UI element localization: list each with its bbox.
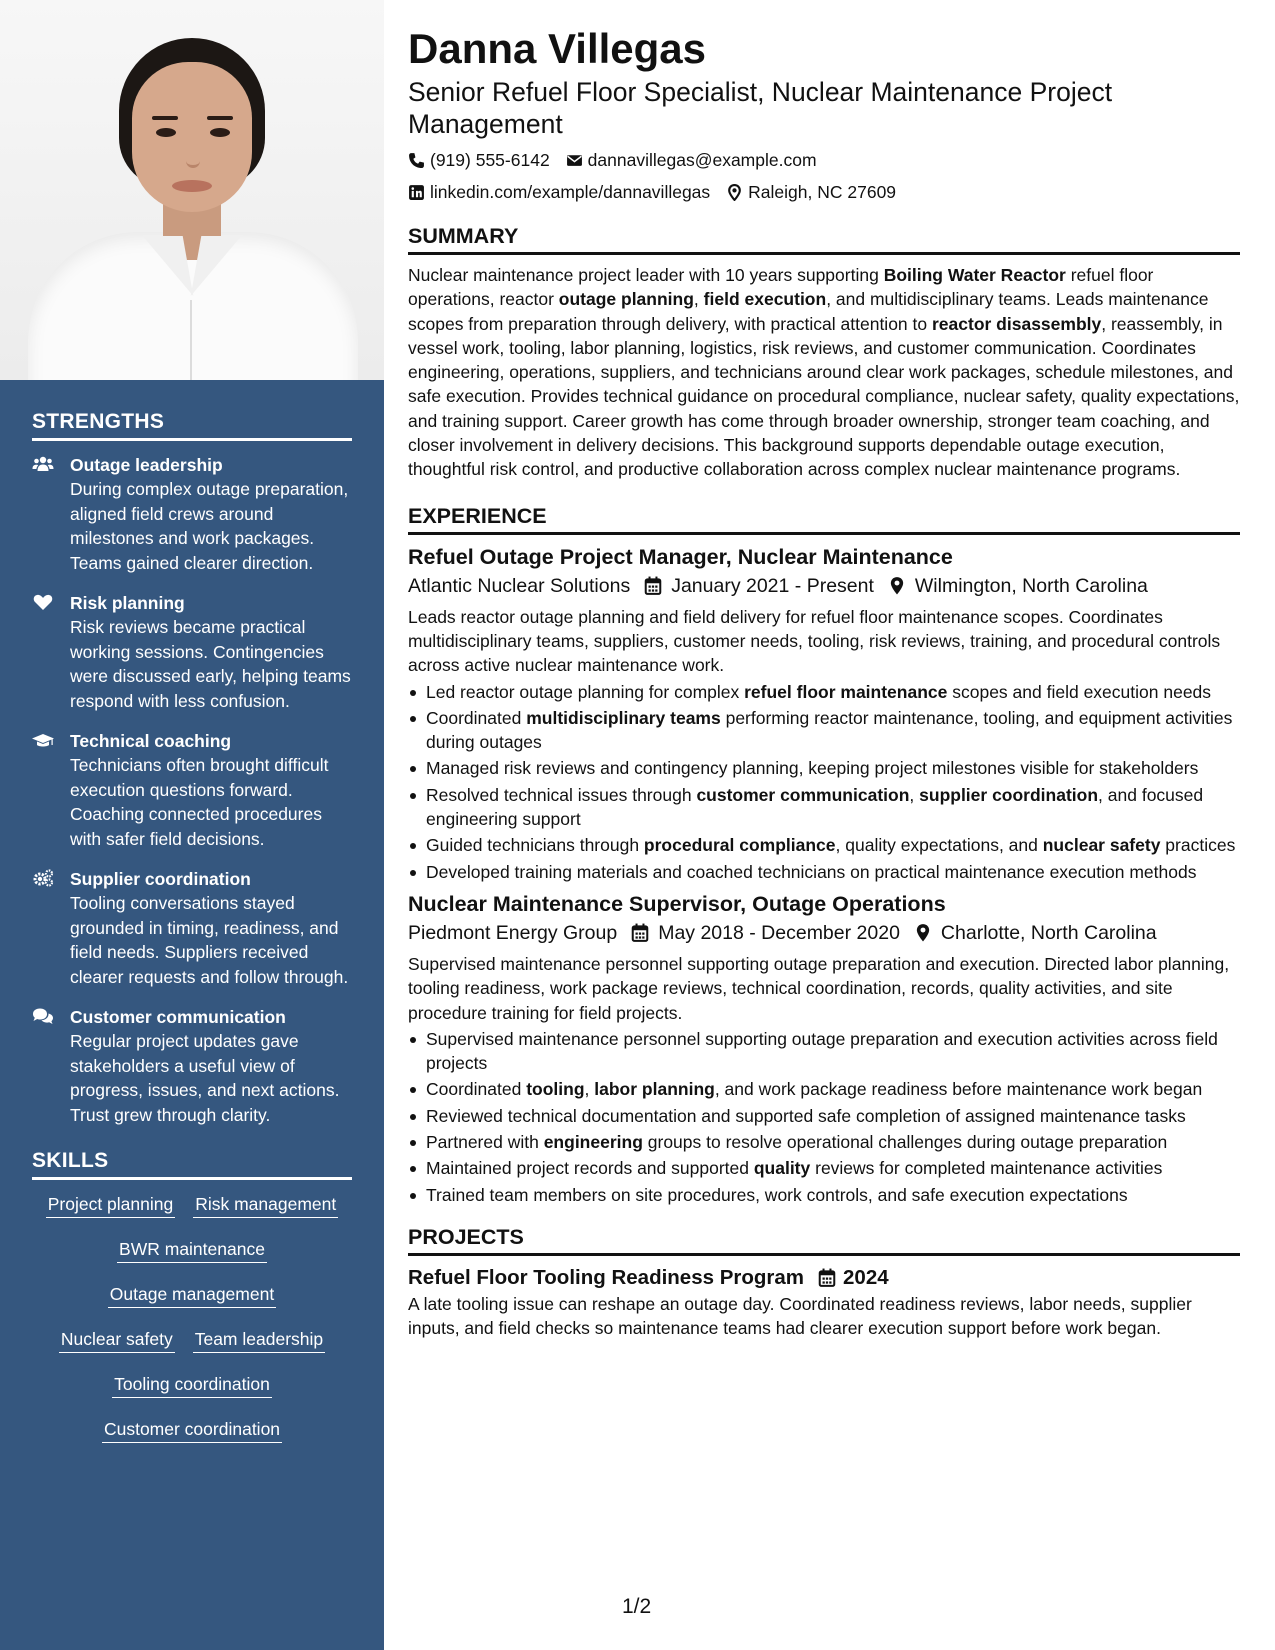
summary-heading: SUMMARY — [408, 222, 1240, 255]
map-pin-icon — [900, 923, 941, 942]
skills-list — [32, 1192, 352, 1462]
job-dates: May 2018 - December 2020 — [658, 921, 900, 944]
strength-description: During complex outage preparation, aligned field crews around milestones and work packages. Teams gained clearer direction. — [70, 479, 349, 573]
project-entry — [408, 1264, 1240, 1341]
job-description: Supervised maintenance personnel supporting outage preparation and execution. Directed labor planning, tooling readiness, work package reviews, technical coordination, records, quality activities, and site procedure training for field projects. — [408, 953, 1230, 1023]
skill-tag: Nuclear safety — [59, 1327, 175, 1353]
skills-row — [32, 1372, 352, 1417]
comments-icon — [32, 1005, 70, 1127]
job-meta — [408, 918, 1240, 948]
experience-heading: EXPERIENCE — [408, 502, 1240, 535]
bullet-item: Coordinated multidisciplinary teams performing reactor maintenance, tooling, and equipment activities during outages — [408, 706, 1240, 755]
linkedin-contact[interactable] — [408, 180, 710, 204]
candidate-title: Senior Refuel Floor Specialist, Nuclear Maintenance Project Management — [408, 77, 1113, 139]
experience-list — [408, 543, 1240, 1207]
summary-text: Nuclear maintenance project leader with 10 years supporting Boiling Water Reactor refuel floor operations, reactor outage planning, field execution, and multidisciplinary teams. Leads maintenance scopes from preparation through delivery, with practical attention to reactor disassembly, reassembly, in vessel work, tooling, labor planning, logistics, risk reviews, and customer communication. Coordinates engineering, operations, suppliers, and technicians around clear work packages, schedule milestones, and safe execution. Provides technical guidance on procedural compliance, nuclear safety, quality expectations, and training support. Career growth has come through broader ownership, stronger team coaching, and closer involvement in delivery decisions. This background supports dependable outage execution, thoughtful risk control, and productive collaboration across complex nuclear maintenance programs. — [408, 265, 1240, 480]
job-entry — [408, 890, 1240, 1207]
location-text: Raleigh, NC 27609 — [748, 182, 897, 202]
sidebar — [0, 0, 384, 1650]
email-contact[interactable] — [566, 148, 817, 172]
skill-tag: Customer coordination — [102, 1417, 282, 1443]
strength-title: Outage leadership — [70, 455, 223, 475]
bullet-item: Reviewed technical documentation and supported safe completion of assigned maintenance tasks — [408, 1104, 1240, 1128]
bullet-item: Supervised maintenance personnel supporting outage preparation and execution activities across field projects — [408, 1027, 1240, 1076]
job-bullets — [408, 1027, 1240, 1207]
bullet-item: Coordinated tooling, labor planning, and work package readiness before maintenance work began — [408, 1077, 1240, 1101]
phone-contact[interactable] — [408, 148, 550, 172]
calendar-icon — [804, 1268, 843, 1287]
calendar-icon — [630, 576, 671, 595]
location-contact — [726, 180, 896, 204]
strengths-list — [32, 453, 352, 1127]
strength-title: Technical coaching — [70, 731, 232, 751]
profile-photo — [0, 0, 384, 380]
phone-icon — [408, 152, 425, 169]
job-meta — [408, 571, 1240, 601]
heart-icon — [32, 591, 70, 713]
strength-title: Supplier coordination — [70, 869, 251, 889]
strength-description: Risk reviews became practical working sessions. Contingencies were discussed early, helping teams respond with less confusion. — [70, 617, 351, 711]
company-name: Piedmont Energy Group — [408, 921, 618, 944]
job-title: Refuel Outage Project Manager, Nuclear Maintenance — [408, 544, 953, 569]
contact-info — [408, 148, 1240, 212]
project-year: 2024 — [843, 1265, 889, 1289]
strength-item — [32, 1005, 352, 1127]
envelope-icon — [566, 152, 583, 169]
job-bullets — [408, 680, 1240, 884]
gears-icon — [32, 867, 70, 989]
map-pin-icon — [726, 184, 743, 201]
bullet-item: Trained team members on site procedures, work controls, and safe execution expectations — [408, 1183, 1240, 1207]
phone-text: (919) 555-6142 — [430, 150, 550, 170]
project-title: Refuel Floor Tooling Readiness Program — [408, 1265, 805, 1289]
strength-item — [32, 453, 352, 575]
bullet-item: Resolved technical issues through customer communication, supplier coordination, and focused engineering support — [408, 783, 1240, 832]
skill-tag: Tooling coordination — [112, 1372, 272, 1398]
strength-item — [32, 591, 352, 713]
skills-heading: SKILLS — [32, 1149, 352, 1180]
job-location: Wilmington, North Carolina — [914, 574, 1148, 597]
projects-list — [408, 1264, 1240, 1341]
job-entry — [408, 543, 1240, 884]
job-location: Charlotte, North Carolina — [940, 921, 1157, 944]
bullet-item: Partnered with engineering groups to resolve operational challenges during outage preparation — [408, 1130, 1240, 1154]
job-title: Nuclear Maintenance Supervisor, Outage Operations — [408, 891, 946, 916]
skill-tag: Outage management — [108, 1282, 276, 1308]
skills-row — [32, 1237, 352, 1282]
skill-tag: Project planning — [46, 1192, 176, 1218]
strength-title: Risk planning — [70, 593, 185, 613]
email-text: dannavillegas@example.com — [587, 150, 817, 170]
bullet-item: Led reactor outage planning for complex refuel floor maintenance scopes and field execution needs — [408, 680, 1240, 704]
bullet-item: Developed training materials and coached technicians on practical maintenance execution methods — [408, 860, 1240, 884]
candidate-name: Danna Villegas — [408, 25, 707, 72]
linkedin-text: linkedin.com/example/dannavillegas — [430, 182, 711, 202]
skills-row — [32, 1192, 352, 1237]
projects-heading: PROJECTS — [408, 1223, 1240, 1256]
graduation-cap-icon — [32, 729, 70, 851]
strength-item — [32, 867, 352, 989]
skill-tag: BWR maintenance — [117, 1237, 267, 1263]
skill-tag: Risk management — [193, 1192, 338, 1218]
company-name: Atlantic Nuclear Solutions — [408, 574, 631, 597]
skills-row — [32, 1282, 352, 1327]
job-description: Leads reactor outage planning and field delivery for refuel floor maintenance scopes. Coordinates multidisciplinary teams, suppliers, customer needs, tooling, risk reviews, training, and procedural controls across active nuclear maintenance work. — [408, 606, 1221, 676]
strength-description: Regular project updates gave stakeholders a useful view of progress, issues, and next actions. Trust grew through clarity. — [70, 1031, 340, 1125]
strengths-heading: STRENGTHS — [32, 410, 352, 441]
users-icon — [32, 453, 70, 575]
calendar-icon — [617, 923, 658, 942]
linkedin-icon — [408, 184, 425, 201]
strength-description: Technicians often brought difficult execution questions forward. Coaching connected procedures with safer field decisions. — [70, 755, 329, 849]
skills-row — [32, 1417, 352, 1462]
strength-item — [32, 729, 352, 851]
bullet-item: Maintained project records and supported quality reviews for completed maintenance activities — [408, 1156, 1240, 1180]
job-dates: January 2021 - Present — [671, 574, 874, 597]
page-number: 1/2 — [622, 1595, 652, 1618]
project-description: A late tooling issue can reshape an outage day. Coordinated readiness reviews, labor needs, supplier inputs, and field checks so maintenance teams had clearer execution support before work began. — [408, 1293, 1192, 1339]
skills-row — [32, 1327, 352, 1372]
strength-description: Tooling conversations stayed grounded in timing, readiness, and field needs. Suppliers received clearer requests and follow through. — [70, 893, 349, 987]
strength-title: Customer communication — [70, 1007, 286, 1027]
map-pin-icon — [874, 576, 915, 595]
main-content — [408, 22, 1240, 1341]
sidebar-content — [32, 410, 352, 1462]
bullet-item: Managed risk reviews and contingency planning, keeping project milestones visible for stakeholders — [408, 756, 1240, 780]
bullet-item: Guided technicians through procedural compliance, quality expectations, and nuclear safety practices — [408, 833, 1240, 857]
skill-tag: Team leadership — [193, 1327, 325, 1353]
